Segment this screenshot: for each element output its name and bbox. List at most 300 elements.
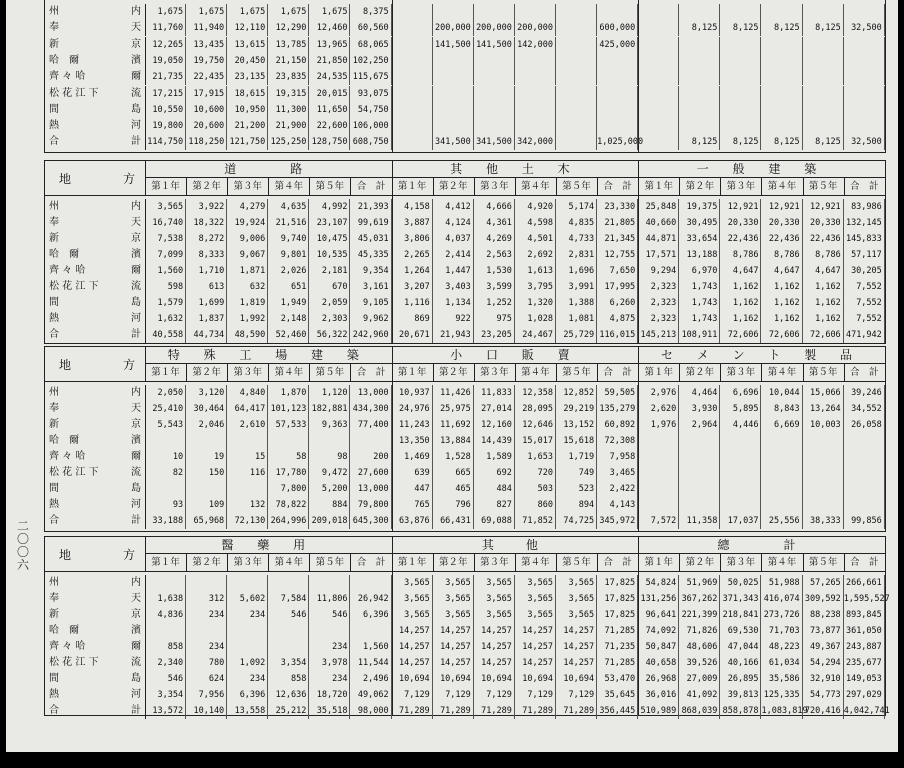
category-header: 其 他 土 木 (392, 161, 640, 178)
table-cell: 243,887 (844, 639, 885, 655)
table-cell: 20,671 (392, 327, 433, 343)
table-cell: 32,500 (844, 20, 885, 36)
table-cell: 7,129 (392, 687, 433, 703)
table-cell: 8,125 (720, 20, 761, 36)
year-header: 第３年 (474, 178, 516, 195)
table-cell: 25,410 (145, 401, 186, 417)
region-name-left: 間 (49, 673, 59, 684)
table-cell: 4,835 (556, 215, 597, 231)
table-cell: 6,669 (762, 417, 803, 433)
region-name-right: 爾 (131, 265, 141, 276)
table-cell: 2,046 (186, 417, 227, 433)
table-cell: 2,563 (474, 247, 515, 263)
year-header: 第５年 (803, 554, 845, 571)
region-name-right: 島 (131, 103, 141, 115)
table-cell: 72,130 (227, 513, 268, 529)
table-cell: 82 (145, 465, 186, 481)
region-label (45, 134, 146, 150)
table-cell: 19 (186, 449, 227, 465)
table-cell: 1,743 (679, 295, 720, 311)
table-cell: 309,592 (803, 591, 844, 607)
table-cell: 12,460 (309, 20, 350, 36)
year-header: 第１年 (145, 178, 187, 195)
table-cell: 93 (145, 497, 186, 513)
region-label (45, 20, 146, 36)
region-name-right: 濱 (131, 435, 141, 446)
table-cell: 13,615 (227, 37, 268, 53)
table-cell: 17,995 (597, 279, 638, 295)
region-name-right: 流 (131, 87, 141, 99)
table-cell: 425,000 (597, 37, 638, 53)
table-cell: 21,850 (309, 53, 350, 69)
table-cell: 115,675 (351, 69, 392, 85)
table-cell: 33,188 (145, 513, 186, 529)
table-cell: 23,835 (268, 69, 309, 85)
table-cell: 447 (392, 481, 433, 497)
table-cell: 371,343 (720, 591, 761, 607)
table-cell: 20,015 (309, 86, 350, 102)
table-cell: 465 (433, 481, 474, 497)
table-cell: 1,719 (556, 449, 597, 465)
region-name-right: 京 (131, 233, 141, 244)
table-cell: 665 (433, 465, 474, 481)
region-name-right: 京 (131, 419, 141, 430)
year-header: 第４年 (515, 178, 557, 195)
table-cell: 17,825 (597, 575, 638, 591)
table-cell: 26,058 (844, 417, 885, 433)
table-cell: 2,422 (597, 481, 638, 497)
table-cell: 39,813 (720, 687, 761, 703)
year-header: 第１年 (638, 364, 680, 381)
year-header: 第３年 (227, 554, 269, 571)
column-group-divider (145, 0, 393, 152)
region-label (45, 497, 146, 513)
table-cell: 3,120 (186, 385, 227, 401)
table-cell: 13,188 (679, 247, 720, 263)
region-label (45, 671, 146, 687)
region-name-right: 濱 (131, 54, 141, 66)
table-cell: 26,968 (638, 671, 679, 687)
table-cell: 367,262 (679, 591, 720, 607)
region-name-right: 島 (131, 483, 141, 494)
table-cell: 1,595,527 (844, 591, 885, 607)
category-header: 小 口 販 賣 (392, 347, 640, 364)
table-cell: 25,975 (433, 401, 474, 417)
table-cell: 57,265 (803, 575, 844, 591)
column-group-divider (145, 347, 393, 531)
year-header: 合 計 (351, 178, 393, 195)
region-name-right: 京 (131, 609, 141, 620)
year-header: 第２年 (186, 364, 228, 381)
table-cell: 17,037 (720, 513, 761, 529)
table-cell: 54,773 (803, 687, 844, 703)
table-cell: 1,083,819 (762, 703, 803, 719)
table-cell: 356,445 (597, 703, 638, 719)
table-cell: 41,092 (679, 687, 720, 703)
table-cell: 692 (474, 465, 515, 481)
table-cell: 40,558 (145, 327, 186, 343)
region-label (45, 513, 146, 529)
table-cell: 182,881 (309, 401, 350, 417)
table-cell: 3,795 (515, 279, 556, 295)
table-cell: 4,042,741 (844, 703, 885, 719)
region-name-right: 島 (131, 297, 141, 308)
table-cell: 869 (392, 311, 433, 327)
region-name-left: 州 (49, 6, 59, 17)
table-cell: 1,116 (392, 295, 433, 311)
region-label (45, 433, 146, 449)
table-cell: 32,500 (844, 134, 885, 150)
table-cell: 18,322 (186, 215, 227, 231)
table-cell: 13,435 (186, 37, 227, 53)
page-number: 二〇〇六 (16, 519, 29, 572)
region-name-right: 河 (131, 689, 141, 700)
year-header: 第２年 (186, 178, 228, 195)
table-cell: 4,598 (515, 215, 556, 231)
region-name-left: 哈 爾 (49, 54, 79, 66)
table-cell: 1,870 (268, 385, 309, 401)
region-name-left: 松 花 江 下 (49, 281, 99, 292)
table-cell: 28,095 (515, 401, 556, 417)
table-cell: 99,856 (844, 513, 885, 529)
year-header: 第５年 (556, 364, 598, 381)
table-cell: 4,875 (597, 311, 638, 327)
table-cell: 2,610 (227, 417, 268, 433)
table-cell: 26,942 (351, 591, 392, 607)
table-cell: 1,699 (186, 295, 227, 311)
region-name-left: 奉 (49, 217, 59, 228)
table-cell: 1,162 (803, 279, 844, 295)
table-cell: 1,162 (762, 311, 803, 327)
region-header-left: 地 (59, 548, 72, 562)
table-cell: 71,826 (679, 623, 720, 639)
category-header: 一 般 建 築 (638, 161, 886, 178)
table-cell: 1,976 (638, 417, 679, 433)
region-name-left: 合 (49, 329, 59, 340)
table-cell: 17,825 (597, 591, 638, 607)
table-cell: 135,279 (597, 401, 638, 417)
table-cell: 48,223 (762, 639, 803, 655)
year-header: 第３年 (474, 554, 516, 571)
table-cell: 1,675 (227, 4, 268, 20)
table-cell: 8,125 (762, 134, 803, 150)
table-cell: 71,703 (762, 623, 803, 639)
region-label (45, 575, 146, 591)
table-cell: 266,661 (844, 575, 885, 591)
table-cell: 24,467 (515, 327, 556, 343)
table-cell: 79,800 (351, 497, 392, 513)
table-cell: 48,606 (679, 639, 720, 655)
table-cell: 780 (186, 655, 227, 671)
table-cell: 23,205 (474, 327, 515, 343)
table-cell: 1,743 (679, 279, 720, 295)
column-group-divider (392, 537, 640, 715)
region-name-right: 京 (131, 38, 141, 50)
table-cell: 12,265 (145, 37, 186, 53)
year-header: 第４年 (268, 364, 310, 381)
region-name-left: 間 (49, 483, 59, 494)
table-cell: 361,050 (844, 623, 885, 639)
year-header: 第３年 (227, 178, 269, 195)
table-cell: 21,805 (597, 215, 638, 231)
table-cell: 51,988 (762, 575, 803, 591)
table-cell: 1,589 (474, 449, 515, 465)
column-group-divider (392, 347, 640, 531)
region-name-right: 濱 (131, 249, 141, 260)
table-cell: 2,414 (433, 247, 474, 263)
table-cell: 234 (309, 671, 350, 687)
region-header-left: 地 (59, 358, 72, 372)
table-cell: 9,067 (227, 247, 268, 263)
table-cell: 1,579 (145, 295, 186, 311)
table-cell: 2,620 (638, 401, 679, 417)
table-cell: 39,246 (844, 385, 885, 401)
table-cell: 608,750 (351, 134, 392, 150)
table-cell: 132 (227, 497, 268, 513)
table-cell: 12,852 (556, 385, 597, 401)
table-cell: 58 (268, 449, 309, 465)
table-cell: 1,162 (762, 295, 803, 311)
table-cell: 21,393 (351, 199, 392, 215)
table-cell: 45,335 (351, 247, 392, 263)
table-cell: 523 (556, 481, 597, 497)
table-cell: 1,162 (720, 279, 761, 295)
table-cell: 38,333 (803, 513, 844, 529)
region-name-right: 内 (131, 577, 141, 588)
table-cell: 1,528 (433, 449, 474, 465)
table-cell: 3,565 (515, 591, 556, 607)
table-cell: 1,028 (515, 311, 556, 327)
table-cell: 2,026 (268, 263, 309, 279)
region-name-left: 新 (49, 38, 59, 50)
table-cell: 27,600 (351, 465, 392, 481)
region-header-right: 方 (122, 358, 135, 372)
year-header: 第５年 (556, 554, 598, 571)
table-cell: 7,584 (268, 591, 309, 607)
region-label (45, 639, 146, 655)
table-cell: 234 (227, 607, 268, 623)
table-cell: 78,822 (268, 497, 309, 513)
table-cell: 11,243 (392, 417, 433, 433)
table-cell: 645,300 (351, 513, 392, 529)
table-cell: 21,150 (268, 53, 309, 69)
table-cell: 3,207 (392, 279, 433, 295)
table-cell: 1,675 (186, 4, 227, 20)
table-cell: 30,464 (186, 401, 227, 417)
table-cell: 20,330 (762, 215, 803, 231)
table-cell: 297,029 (844, 687, 885, 703)
scanned-page (6, 0, 898, 752)
column-group-divider (145, 161, 393, 343)
table-cell: 3,806 (392, 231, 433, 247)
table-cell: 7,129 (433, 687, 474, 703)
table-cell: 74,725 (556, 513, 597, 529)
region-label (45, 102, 146, 118)
table-cell: 35,645 (597, 687, 638, 703)
region-name-right: 内 (131, 6, 141, 17)
table-cell: 93,075 (351, 86, 392, 102)
table-cell: 8,843 (762, 401, 803, 417)
table-cell: 749 (556, 465, 597, 481)
table-cell: 131,256 (638, 591, 679, 607)
region-label (45, 86, 146, 102)
table-cell: 8,272 (186, 231, 227, 247)
table-cell: 35,518 (309, 703, 350, 719)
table-cell: 7,099 (145, 247, 186, 263)
table-cell: 27,009 (679, 671, 720, 687)
category-header: 特 殊 工 場 建 築 (145, 347, 393, 364)
table-cell: 57,117 (844, 247, 885, 263)
column-group-divider (638, 347, 886, 531)
table-cell: 1,320 (515, 295, 556, 311)
table-cell: 1,264 (392, 263, 433, 279)
table-cell: 19,800 (145, 118, 186, 134)
table-cell: 14,257 (556, 623, 597, 639)
table-cell: 1,469 (392, 449, 433, 465)
region-label (45, 247, 146, 263)
region-name-left: 哈 爾 (49, 249, 79, 260)
table-cell: 7,129 (556, 687, 597, 703)
table-block (44, 536, 890, 716)
region-header (45, 161, 146, 195)
table-cell: 1,743 (679, 311, 720, 327)
table-cell: 35,586 (762, 671, 803, 687)
table-cell: 33,654 (679, 231, 720, 247)
region-name-right: 計 (131, 329, 141, 340)
table-cell: 858 (268, 671, 309, 687)
table-cell: 54,294 (803, 655, 844, 671)
table-cell: 2,323 (638, 295, 679, 311)
table-cell: 218,841 (720, 607, 761, 623)
table-cell: 32,910 (803, 671, 844, 687)
region-name-left: 松 花 江 下 (49, 467, 99, 478)
table-cell: 30,495 (679, 215, 720, 231)
table-cell: 3,565 (433, 591, 474, 607)
table-cell: 5,543 (145, 417, 186, 433)
table-cell: 4,647 (762, 263, 803, 279)
table-cell: 13,350 (392, 433, 433, 449)
table-cell: 12,358 (515, 385, 556, 401)
table-cell: 1,092 (227, 655, 268, 671)
table-cell: 1,560 (145, 263, 186, 279)
region-name-right: 河 (131, 120, 141, 132)
region-name-right: 流 (131, 657, 141, 668)
table-cell: 22,436 (803, 231, 844, 247)
region-label (45, 591, 146, 607)
table-cell: 600,000 (597, 20, 638, 36)
year-header: 第１年 (638, 178, 680, 195)
table-cell: 10,600 (186, 102, 227, 118)
table-cell: 13,558 (227, 703, 268, 719)
table-cell: 893,845 (844, 607, 885, 623)
table-cell: 471,942 (844, 327, 885, 343)
year-header: 合 計 (844, 178, 886, 195)
region-name-right: 計 (131, 136, 141, 148)
table-cell: 8,333 (186, 247, 227, 263)
table-cell: 8,125 (762, 20, 803, 36)
table-cell: 132,145 (844, 215, 885, 231)
year-header: 合 計 (844, 364, 886, 381)
table-cell: 10,003 (803, 417, 844, 433)
table-cell: 19,924 (227, 215, 268, 231)
region-label (45, 623, 146, 639)
table-block (44, 0, 886, 153)
region-header-right: 方 (122, 172, 135, 186)
table-cell: 5,200 (309, 481, 350, 497)
table-cell: 30,205 (844, 263, 885, 279)
year-header: 第１年 (145, 554, 187, 571)
table-cell: 54,750 (351, 102, 392, 118)
region-name-right: 天 (131, 593, 141, 604)
table-cell: 125,250 (268, 134, 309, 150)
table-cell: 10,694 (474, 671, 515, 687)
region-name-right: 内 (131, 387, 141, 398)
table-cell: 12,921 (803, 199, 844, 215)
region-name-left: 松 花 江 下 (49, 87, 99, 99)
region-name-left: 間 (49, 103, 59, 115)
table-cell: 141,500 (474, 37, 515, 53)
table-cell: 47,044 (720, 639, 761, 655)
region-header (45, 537, 146, 571)
table-cell: 8,786 (720, 247, 761, 263)
table-cell: 5,602 (227, 591, 268, 607)
table-cell: 11,358 (679, 513, 720, 529)
table-cell: 13,572 (145, 703, 186, 719)
table-cell: 150 (186, 465, 227, 481)
table-cell: 71,235 (597, 639, 638, 655)
table-cell: 51,969 (679, 575, 720, 591)
table-cell: 13,785 (268, 37, 309, 53)
table-cell: 598 (145, 279, 186, 295)
table-cell: 101,123 (268, 401, 309, 417)
table-cell: 7,129 (515, 687, 556, 703)
table-cell: 4,647 (720, 263, 761, 279)
table-cell: 2,148 (268, 311, 309, 327)
table-cell: 10,694 (392, 671, 433, 687)
table-cell: 16,740 (145, 215, 186, 231)
region-name-right: 天 (131, 403, 141, 414)
table-cell: 9,472 (309, 465, 350, 481)
table-cell: 109 (186, 497, 227, 513)
table-cell: 15,618 (556, 433, 597, 449)
table-cell: 27,014 (474, 401, 515, 417)
table-cell: 4,361 (474, 215, 515, 231)
table-cell: 1,675 (268, 4, 309, 20)
table-cell: 125,335 (762, 687, 803, 703)
year-header: 合 計 (844, 554, 886, 571)
region-name-left: 齊 々 哈 (49, 641, 86, 652)
table-cell: 24,976 (392, 401, 433, 417)
table-cell: 40,658 (638, 655, 679, 671)
table-cell: 7,552 (844, 311, 885, 327)
table-cell: 72,606 (762, 327, 803, 343)
table-cell: 3,565 (556, 591, 597, 607)
table-cell: 3,991 (556, 279, 597, 295)
region-name-right: 内 (131, 201, 141, 212)
table-cell: 3,403 (433, 279, 474, 295)
table-cell: 66,431 (433, 513, 474, 529)
region-name-right: 河 (131, 313, 141, 324)
region-header (45, 347, 146, 381)
table-cell: 98 (309, 449, 350, 465)
year-header: 第５年 (309, 554, 351, 571)
year-header: 第２年 (433, 364, 475, 381)
table-cell: 52,460 (268, 327, 309, 343)
table-cell: 6,396 (351, 607, 392, 623)
table-cell: 3,565 (474, 575, 515, 591)
table-cell: 10,475 (309, 231, 350, 247)
table-cell: 128,750 (309, 134, 350, 150)
